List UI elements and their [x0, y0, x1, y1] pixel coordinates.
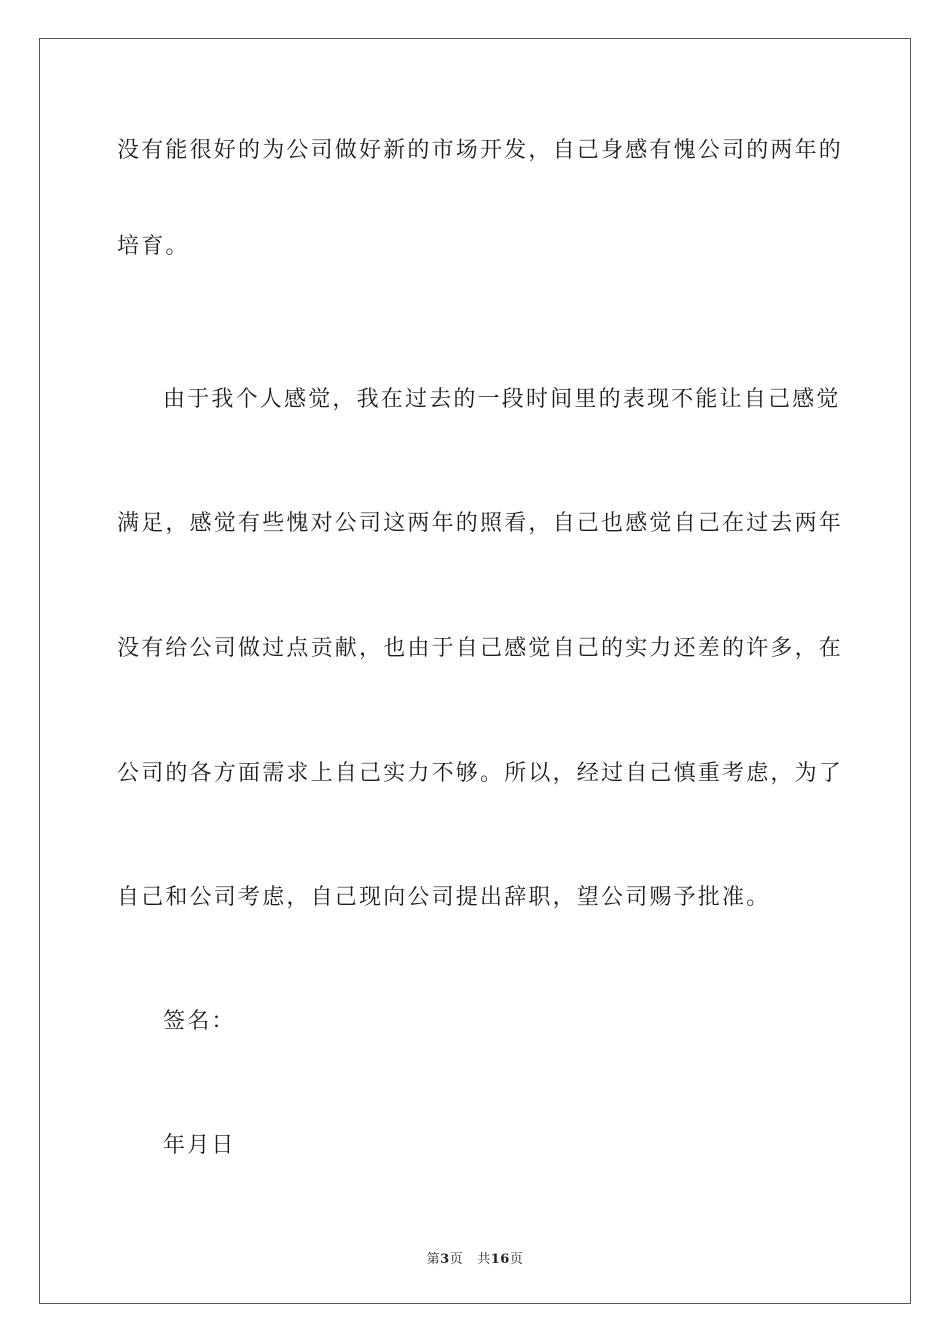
footer-page-prefix: 第 [426, 1252, 441, 1267]
page-footer [0, 1248, 950, 1267]
footer-total-prefix: 共 [477, 1252, 491, 1267]
body-line-7: 自己和公司考虑，自己现向公司提出辞职，望公司赐予批准。 [117, 885, 771, 910]
page-border [39, 38, 911, 1304]
body-line-4: 满足，感觉有些愧对公司这两年的照看，自己也感觉自己在过去两年 [117, 511, 844, 536]
body-line-3: 由于我个人感觉，我在过去的一段时间里的表现不能让自己感觉 [163, 387, 841, 412]
body-line-2: 培育。 [117, 234, 190, 259]
footer-page-current: 3 [440, 1252, 450, 1267]
footer-page-total: 16 [490, 1252, 510, 1267]
signature-label: 签名： [163, 1009, 236, 1034]
body-line-6: 公司的各方面需求上自己实力不够。所以，经过自己慎重考虑，为了 [117, 761, 844, 786]
footer-total-suffix: 页 [509, 1252, 524, 1267]
footer-page-suffix: 页 [449, 1252, 464, 1267]
body-line-1: 没有能很好的为公司做好新的市场开发，自己身感有愧公司的两年的 [117, 138, 844, 163]
date-label: 年月日 [163, 1133, 236, 1158]
body-line-5: 没有给公司做过点贡献，也由于自己感觉自己的实力还差的许多，在 [117, 636, 844, 661]
